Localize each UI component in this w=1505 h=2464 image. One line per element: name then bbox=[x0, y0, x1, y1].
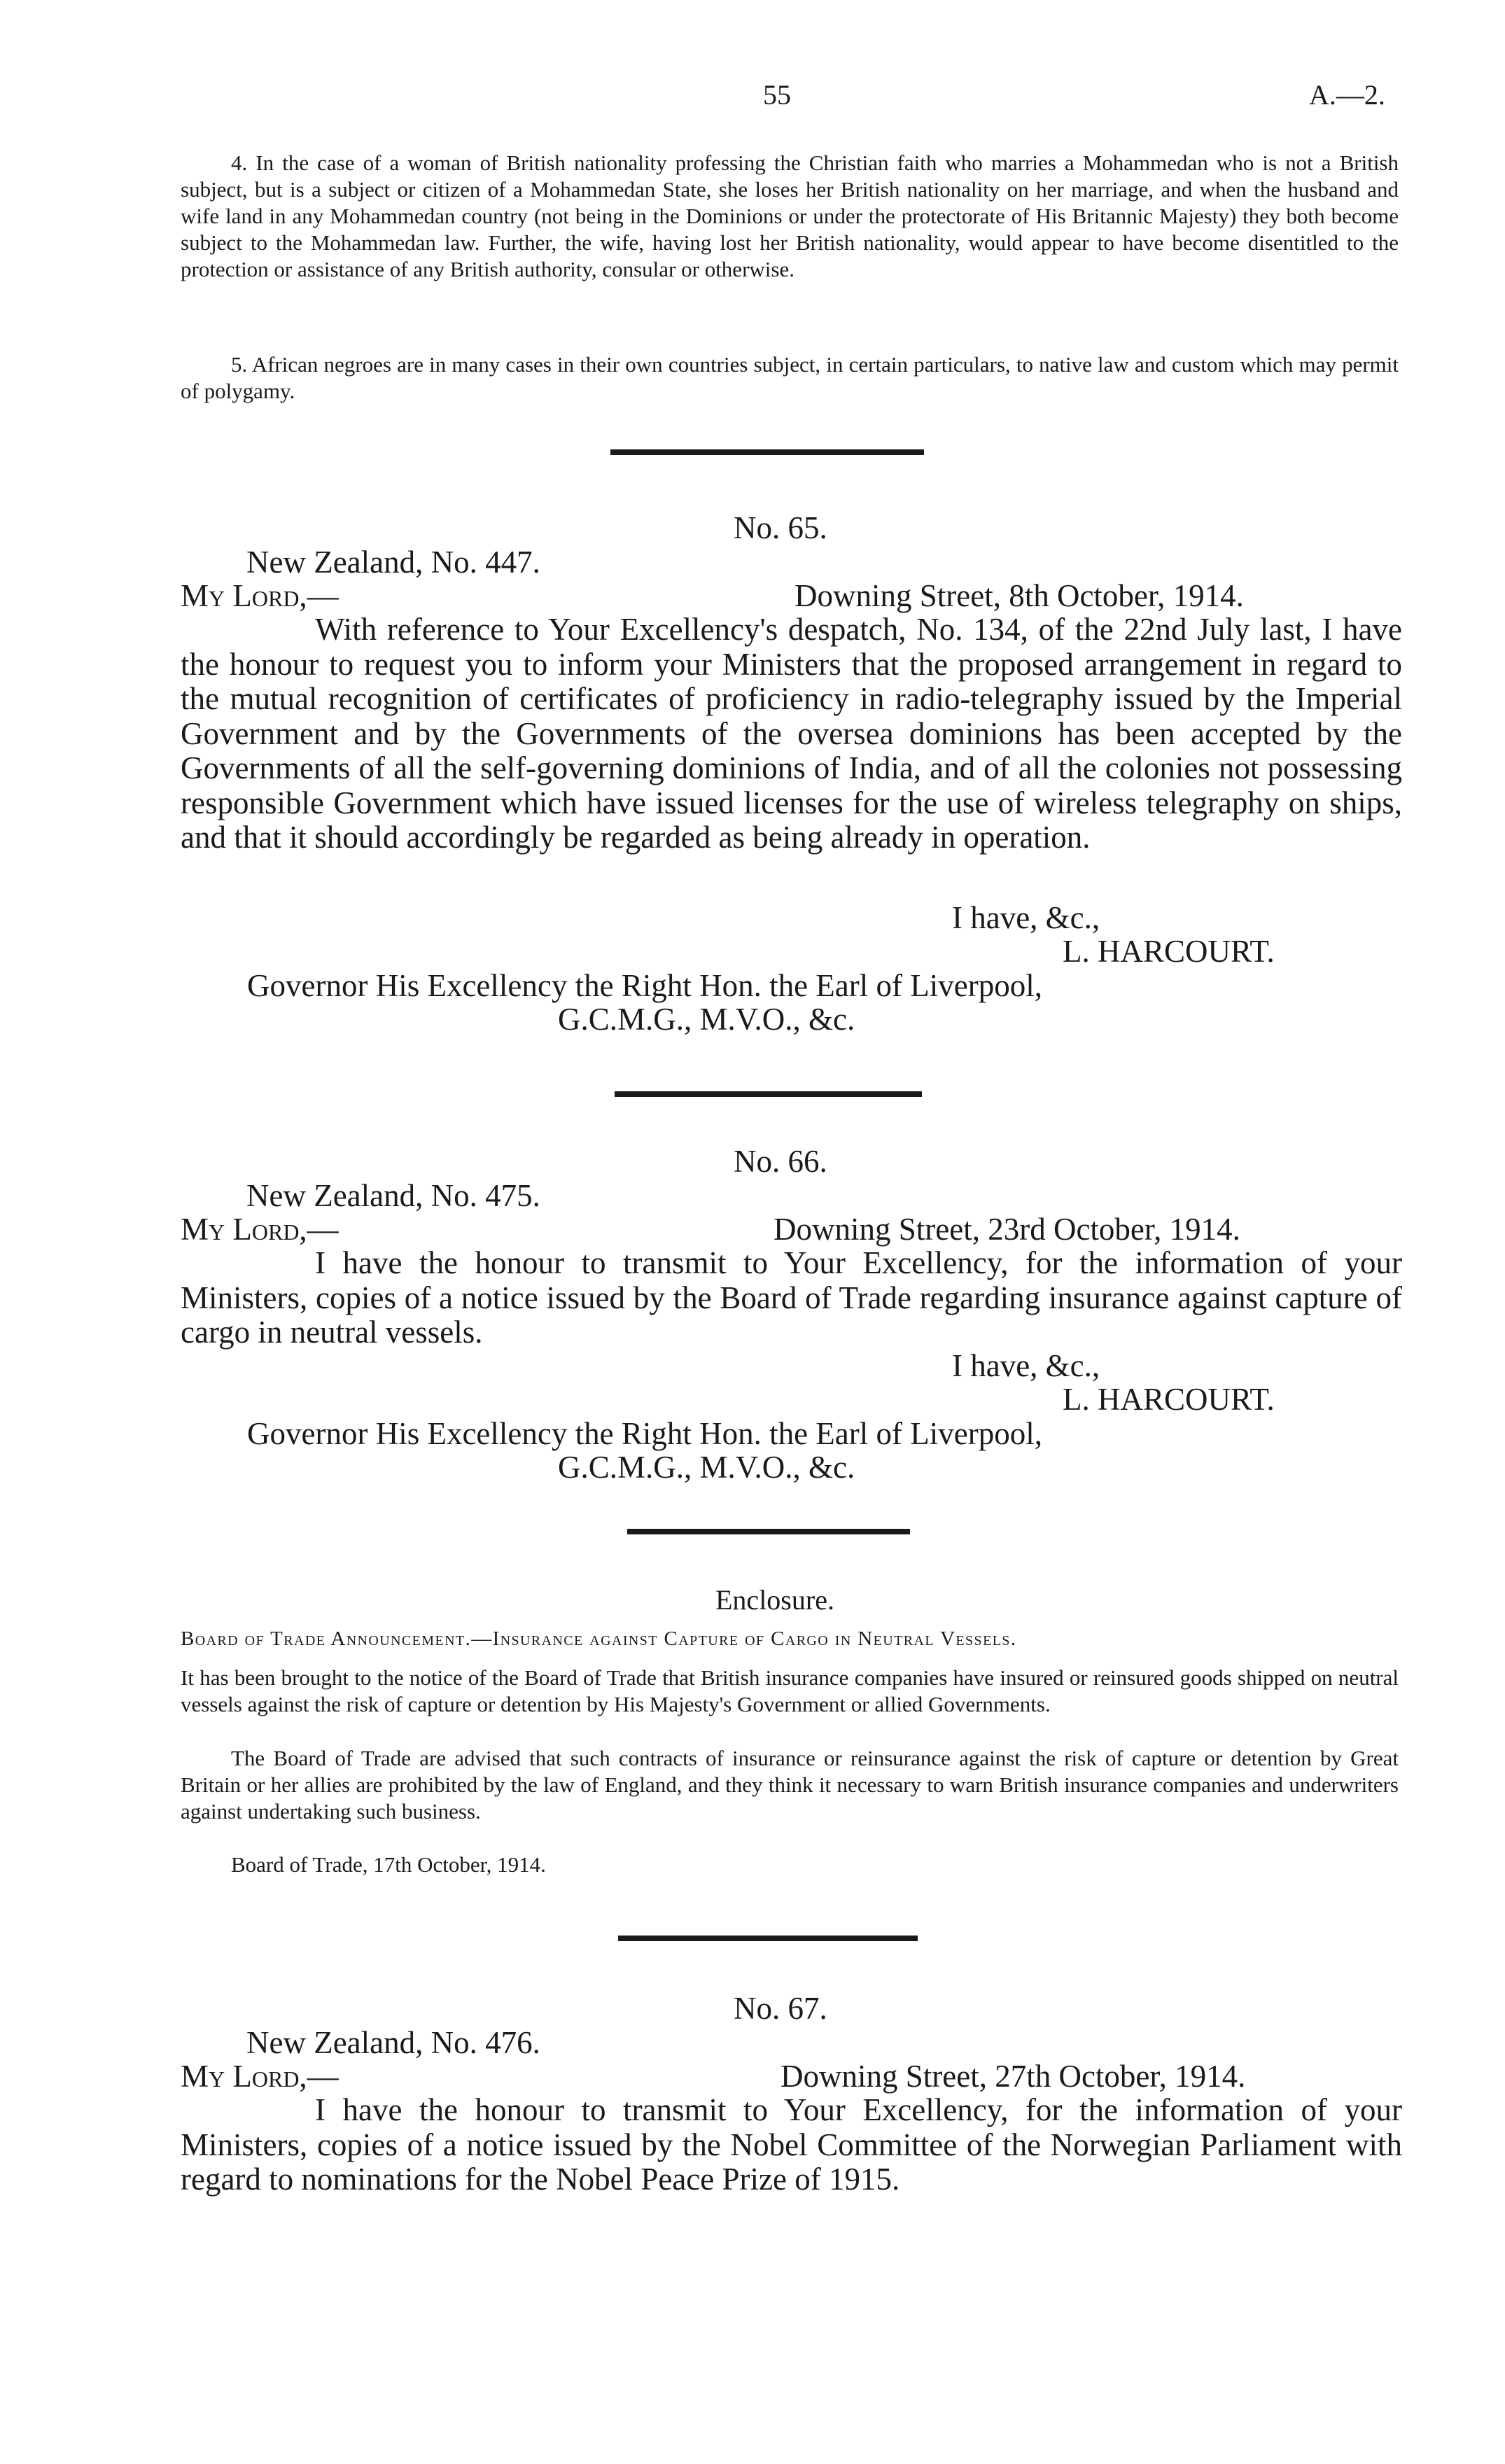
letter-number: No. 66. bbox=[734, 1144, 827, 1179]
addressee: Governor His Excellency the Right Hon. the Earl of Liverpool, bbox=[247, 1416, 1042, 1451]
section-divider bbox=[627, 1529, 910, 1534]
closing: I have, &c., bbox=[952, 1348, 1100, 1383]
letter-reference: New Zealand, No. 476. bbox=[246, 2025, 540, 2060]
letter-body: I have the honour to transmit to Your Excellency, for the information of your Ministers, copies of a notice issued by the Nobel Committee of the Norwegian Parliament with regard to nominations for the Nobel Peace Prize of 1915. bbox=[181, 2092, 1402, 2197]
section-divider bbox=[610, 449, 924, 455]
page-reference: A.—2. bbox=[1309, 79, 1385, 111]
page-number: 55 bbox=[763, 79, 791, 111]
addressee: Governor His Excellency the Right Hon. the Earl of Liverpool, bbox=[247, 968, 1042, 1003]
salutation: My Lord,— bbox=[181, 1212, 339, 1247]
paragraph-4: 4. In the case of a woman of British nationality professing the Christian faith who marries a Mohammedan who is not a British subject, but is a subject or citizen of a Mohammedan State, she loses her British nationality on her marriage, and when the husband and wife land in any Mohammedan country (not being in the Dominions or under the protectorate of His Britannic Majesty) they both become subject to the Mohammedan law. Further, the wife, having lost her British nationality, would appear to have become disentitled to the protection or assistance of any British authority, consular or otherwise. bbox=[181, 150, 1399, 281]
letter-reference: New Zealand, No. 475. bbox=[246, 1178, 540, 1213]
letter-reference: New Zealand, No. 447. bbox=[246, 545, 540, 580]
letter-body: I have the honour to transmit to Your Excellency, for the information of your Ministers, copies of a notice issued by the Board of Trade regarding insurance against capture of cargo in neutral vessels. bbox=[181, 1245, 1402, 1350]
enclosure-paragraph-2: The Board of Trade are advised that such contracts of insurance or reinsurance against the risk of capture or detention by Great Britain or her allies are prohibited by the law of England, and they think it necessary to warn British insurance companies and underwriters against undertaking such business. bbox=[181, 1746, 1399, 1823]
paragraph-5: 5. African negroes are in many cases in their own countries subject, in certain particulars, to native law and custom which may permit of polygamy. bbox=[181, 352, 1399, 403]
salutation: My Lord,— bbox=[181, 578, 339, 613]
enclosure-heading: Board of Trade Announcement.—Insurance against Capture of Cargo in Neutral Vessels. bbox=[181, 1628, 1017, 1650]
letter-body: With reference to Your Excellency's despatch, No. 134, of the 22nd July last, I have the honour to request you to inform your Ministers that the proposed arrangement in regard to the mutual recognition of certificates of proficiency in radio-telegraphy issued by the Imperial Government and by the Governments of the oversea dominions has been accepted by the Governments of all the self-governing dominions of India, and of all the colonies not possessing responsible Government which have issued licenses for the use of wireless telegraphy on ships, and that it should accordingly be regarded as being already in operation. bbox=[181, 612, 1402, 855]
enclosure-signoff: Board of Trade, 17th October, 1914. bbox=[231, 1852, 546, 1877]
section-divider bbox=[618, 1935, 918, 1941]
section-divider bbox=[615, 1091, 922, 1097]
signature: L. HARCOURT. bbox=[1063, 934, 1275, 969]
closing: I have, &c., bbox=[952, 900, 1100, 935]
salutation: My Lord,— bbox=[181, 2059, 339, 2094]
enclosure-paragraph-1: It has been brought to the notice of the Board of Trade that British insurance companies have insured or reinsured goods shipped on neutral vessels against the risk of capture or detention by His Majesty's Government or allied Governments. bbox=[181, 1665, 1399, 1716]
letter-number: No. 67. bbox=[734, 1991, 827, 2026]
addressee-honours: G.C.M.G., M.V.O., &c. bbox=[558, 1002, 855, 1037]
address-date: Downing Street, 27th October, 1914. bbox=[780, 2059, 1246, 2094]
address-date: Downing Street, 23rd October, 1914. bbox=[774, 1212, 1240, 1247]
address-date: Downing Street, 8th October, 1914. bbox=[794, 578, 1244, 613]
addressee-honours: G.C.M.G., M.V.O., &c. bbox=[558, 1450, 855, 1485]
letter-number: No. 65. bbox=[734, 510, 827, 545]
enclosure-title: Enclosure. bbox=[715, 1584, 834, 1616]
signature: L. HARCOURT. bbox=[1063, 1382, 1275, 1417]
